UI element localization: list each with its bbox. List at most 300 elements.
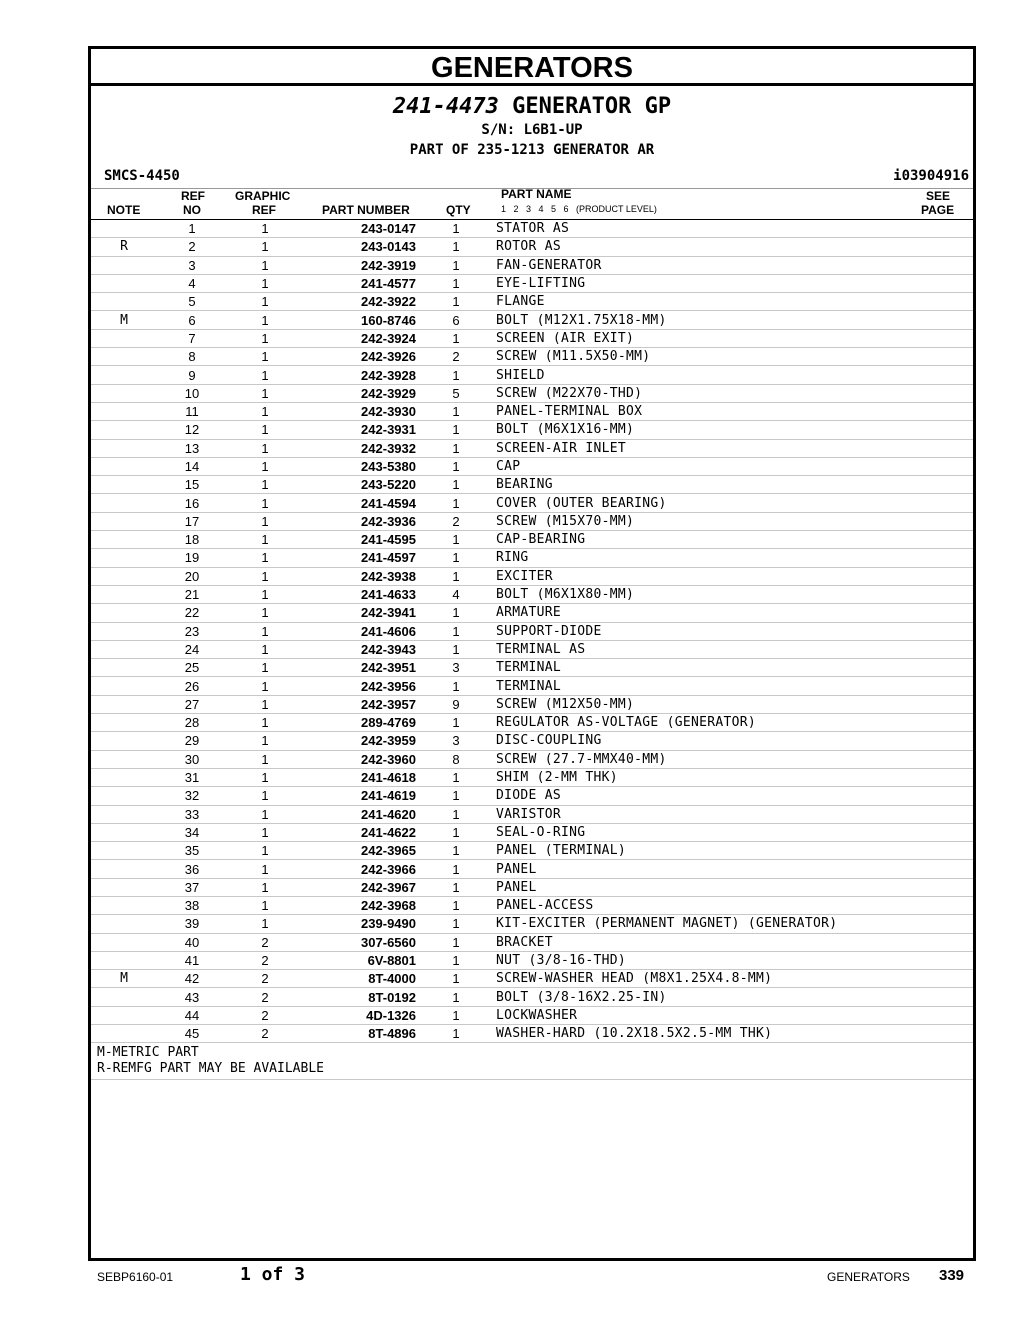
graphic-ref-cell: 1 [227,714,303,732]
col-graphic-bottom: REF [252,203,276,217]
quantity-cell: 1 [416,1006,496,1024]
part-number-cell: 241-4620 [303,805,416,823]
table-row [91,274,973,292]
part-name-cell: EYE-LIFTING [496,274,973,292]
graphic-ref-cell: 2 [227,933,303,951]
note-cell [91,750,157,768]
table-row [91,348,973,366]
graphic-ref-cell: 1 [227,659,303,677]
graphic-ref-cell: 1 [227,549,303,567]
table-row [91,256,973,274]
col-part-number: PART NUMBER [322,203,410,217]
part-name-cell: STATOR AS [496,220,973,238]
note-cell [91,622,157,640]
part-number-cell: 242-3919 [303,256,416,274]
graphic-ref-cell: 1 [227,640,303,658]
table-row [91,421,973,439]
notes-block [91,1043,973,1080]
part-number-cell: 241-4594 [303,494,416,512]
graphic-ref-cell: 1 [227,604,303,622]
parts-table-body [91,220,973,1043]
quantity-cell: 1 [416,714,496,732]
ref-number-cell: 7 [157,329,227,347]
note-cell [91,220,157,238]
quantity-cell: 4 [416,585,496,603]
ref-number-cell: 21 [157,585,227,603]
part-name-cell: SUPPORT-DIODE [496,622,973,640]
quantity-cell: 1 [416,421,496,439]
ref-number-cell: 33 [157,805,227,823]
note-cell [91,531,157,549]
ref-number-cell: 15 [157,476,227,494]
part-number-cell: 242-3956 [303,677,416,695]
quantity-cell: 1 [416,549,496,567]
graphic-ref-cell: 1 [227,695,303,713]
note-metric: M-METRIC PART [97,1045,199,1061]
quantity-cell: 1 [416,933,496,951]
page-of-indicator: 1 of 3 [240,1264,306,1285]
ref-number-cell: 42 [157,970,227,988]
ref-number-cell: 26 [157,677,227,695]
table-row [91,805,973,823]
part-number-cell: 289-4769 [303,714,416,732]
part-number-cell: 243-5380 [303,457,416,475]
table-row [91,878,973,896]
table-row [91,476,973,494]
quantity-cell: 1 [416,988,496,1006]
part-number-cell: 241-4597 [303,549,416,567]
ref-number-cell: 24 [157,640,227,658]
col-ref-bottom: NO [183,203,201,217]
note-cell [91,512,157,530]
part-number-cell: 241-4622 [303,823,416,841]
note-cell [91,988,157,1006]
table-row [91,951,973,969]
note-cell [91,256,157,274]
ref-number-cell: 41 [157,951,227,969]
note-cell [91,695,157,713]
ref-number-cell: 38 [157,896,227,914]
ref-number-cell: 18 [157,531,227,549]
table-row [91,915,973,933]
footer-section-name: GENERATORS [827,1270,910,1284]
table-row [91,531,973,549]
part-number-cell: 8T-4000 [303,970,416,988]
quantity-cell: 1 [416,768,496,786]
col-part-name: PART NAME [501,187,572,201]
parts-page-frame [88,46,976,1261]
ref-number-cell: 25 [157,659,227,677]
part-name-cell: PANEL-ACCESS [496,896,973,914]
ref-number-cell: 35 [157,842,227,860]
graphic-ref-cell: 1 [227,768,303,786]
table-row [91,750,973,768]
table-row [91,860,973,878]
part-number-cell: 242-3960 [303,750,416,768]
ref-number-cell: 23 [157,622,227,640]
note-cell [91,604,157,622]
graphic-ref-cell: 1 [227,750,303,768]
part-number-cell: 243-0143 [303,238,416,256]
graphic-ref-cell: 1 [227,896,303,914]
part-number-cell: 242-3951 [303,659,416,677]
note-cell [91,1025,157,1043]
graphic-ref-cell: 1 [227,567,303,585]
part-number-cell: 242-3965 [303,842,416,860]
ref-number-cell: 11 [157,402,227,420]
note-cell [91,567,157,585]
ref-number-cell: 36 [157,860,227,878]
part-name-cell: SCREW (M22X70-THD) [496,384,973,402]
table-row [91,640,973,658]
quantity-cell: 6 [416,311,496,329]
col-qty: QTY [446,203,471,217]
part-number-cell: 242-3924 [303,329,416,347]
part-name-cell: DIODE AS [496,787,973,805]
part-name-cell: ROTOR AS [496,238,973,256]
note-cell [91,421,157,439]
part-number-cell: 239-9490 [303,915,416,933]
part-name-cell: SCREW (M15X70-MM) [496,512,973,530]
page-footer [0,1262,1020,1292]
quantity-cell: 1 [416,805,496,823]
ref-number-cell: 12 [157,421,227,439]
note-cell [91,402,157,420]
note-cell [91,457,157,475]
note-remfg: R-REMFG PART MAY BE AVAILABLE [97,1061,324,1077]
col-graphic-top: GRAPHIC [235,189,291,203]
part-name-cell: PANEL (TERMINAL) [496,842,973,860]
ref-number-cell: 37 [157,878,227,896]
quantity-cell: 1 [416,457,496,475]
part-name-cell: TERMINAL AS [496,640,973,658]
part-name-cell: BOLT (M12X1.75X18-MM) [496,311,973,329]
graphic-ref-cell: 1 [227,274,303,292]
ref-number-cell: 17 [157,512,227,530]
part-name-cell: CAP [496,457,973,475]
part-number-cell: 8T-4896 [303,1025,416,1043]
quantity-cell: 1 [416,402,496,420]
col-ref-top: REF [181,189,205,203]
part-name-cell: PANEL-TERMINAL BOX [496,402,973,420]
part-number-cell: 243-0147 [303,220,416,238]
ref-number-cell: 5 [157,293,227,311]
part-number-cell: 243-5220 [303,476,416,494]
table-row [91,494,973,512]
part-name-cell: SCREEN (AIR EXIT) [496,329,973,347]
note-cell: R [91,238,157,256]
part-name-cell: BRACKET [496,933,973,951]
part-name-cell: LOCKWASHER [496,1006,973,1024]
group-title [91,94,973,120]
table-row [91,293,973,311]
quantity-cell: 1 [416,823,496,841]
ref-number-cell: 3 [157,256,227,274]
graphic-ref-cell: 1 [227,732,303,750]
page-number: 339 [939,1267,965,1284]
group-name: GENERATOR GP [512,94,672,119]
part-name-cell: SCREW-WASHER HEAD (M8X1.25X4.8-MM) [496,970,973,988]
ref-number-cell: 19 [157,549,227,567]
part-name-cell: ARMATURE [496,604,973,622]
col-see-bottom: PAGE [921,203,955,217]
quantity-cell: 3 [416,732,496,750]
table-row [91,238,973,256]
table-row [91,677,973,695]
part-number-cell: 241-4618 [303,768,416,786]
part-name-cell: FAN-GENERATOR [496,256,973,274]
note-cell [91,384,157,402]
graphic-ref-cell: 1 [227,384,303,402]
part-number-cell: 241-4577 [303,274,416,292]
part-number-cell: 242-3932 [303,439,416,457]
document-id: SEBP6160-01 [97,1270,174,1284]
note-cell [91,476,157,494]
table-row [91,732,973,750]
part-number-cell: 242-3968 [303,896,416,914]
table-row [91,1006,973,1024]
table-row [91,896,973,914]
note-cell [91,1006,157,1024]
note-cell [91,640,157,658]
note-cell [91,878,157,896]
ref-number-cell: 16 [157,494,227,512]
quantity-cell: 1 [416,640,496,658]
part-name-cell: SCREW (M11.5X50-MM) [496,348,973,366]
table-row [91,1025,973,1043]
quantity-cell: 1 [416,1025,496,1043]
note-cell [91,842,157,860]
table-row [91,402,973,420]
table-row [91,512,973,530]
part-number-cell: 241-4595 [303,531,416,549]
quantity-cell: 1 [416,951,496,969]
part-name-cell: WASHER-HARD (10.2X18.5X2.5-MM THK) [496,1025,973,1043]
ref-number-cell: 4 [157,274,227,292]
note-cell [91,714,157,732]
graphic-ref-cell: 1 [227,585,303,603]
note-cell [91,805,157,823]
graphic-ref-cell: 1 [227,238,303,256]
graphic-ref-cell: 2 [227,970,303,988]
graphic-ref-cell: 2 [227,951,303,969]
table-row [91,695,973,713]
graphic-ref-cell: 1 [227,512,303,530]
illustration-id: i03904916 [893,168,969,184]
ref-number-cell: 14 [157,457,227,475]
quantity-cell: 2 [416,348,496,366]
part-number-cell: 242-3928 [303,366,416,384]
note-cell [91,585,157,603]
part-number-cell: 242-3931 [303,421,416,439]
part-name-cell: BOLT (M6X1X16-MM) [496,421,973,439]
graphic-ref-cell: 1 [227,677,303,695]
note-cell [91,549,157,567]
ref-number-cell: 8 [157,348,227,366]
table-row [91,220,973,238]
note-cell [91,768,157,786]
graphic-ref-cell: 1 [227,787,303,805]
part-of-line: PART OF 235-1213 GENERATOR AR [409,142,655,158]
quantity-cell: 1 [416,476,496,494]
quantity-cell: 1 [416,293,496,311]
table-row [91,622,973,640]
section-title: GENERATORS [91,49,973,86]
part-number-cell: 242-3922 [303,293,416,311]
ref-number-cell: 32 [157,787,227,805]
part-name-cell: BEARING [496,476,973,494]
quantity-cell: 1 [416,256,496,274]
part-name-cell: TERMINAL [496,659,973,677]
ref-number-cell: 10 [157,384,227,402]
quantity-cell: 5 [416,384,496,402]
table-row [91,842,973,860]
quantity-cell: 1 [416,970,496,988]
ref-number-cell: 2 [157,238,227,256]
col-note: NOTE [107,203,141,217]
table-row [91,970,973,988]
quantity-cell: 1 [416,531,496,549]
graphic-ref-cell: 1 [227,421,303,439]
quantity-cell: 8 [416,750,496,768]
table-row [91,823,973,841]
note-cell [91,896,157,914]
part-number-cell: 307-6560 [303,933,416,951]
part-number-cell: 241-4633 [303,585,416,603]
note-cell [91,933,157,951]
column-headers [91,189,973,220]
part-name-cell: SCREW (27.7-MMX40-MM) [496,750,973,768]
ref-number-cell: 31 [157,768,227,786]
graphic-ref-cell: 2 [227,1025,303,1043]
part-name-cell: COVER (OUTER BEARING) [496,494,973,512]
part-name-cell: SHIELD [496,366,973,384]
ref-number-cell: 43 [157,988,227,1006]
quantity-cell: 1 [416,787,496,805]
graphic-ref-cell: 1 [227,860,303,878]
graphic-ref-cell: 1 [227,329,303,347]
part-name-cell: EXCITER [496,567,973,585]
ref-number-cell: 30 [157,750,227,768]
graphic-ref-cell: 1 [227,494,303,512]
smcs-row [91,166,973,189]
table-row [91,988,973,1006]
quantity-cell: 1 [416,622,496,640]
note-cell [91,732,157,750]
smcs-code: SMCS-4450 [104,168,180,184]
quantity-cell: 1 [416,366,496,384]
quantity-cell: 1 [416,274,496,292]
graphic-ref-cell: 1 [227,531,303,549]
col-see-top: SEE [926,189,951,203]
ref-number-cell: 13 [157,439,227,457]
part-name-cell: VARISTOR [496,805,973,823]
group-number: 241-4473 [392,94,499,119]
graphic-ref-cell: 1 [227,402,303,420]
part-number-cell: 242-3966 [303,860,416,878]
quantity-cell: 1 [416,329,496,347]
note-cell [91,823,157,841]
note-cell: M [91,970,157,988]
table-row [91,659,973,677]
graphic-ref-cell: 1 [227,823,303,841]
quantity-cell: 9 [416,695,496,713]
ref-number-cell: 6 [157,311,227,329]
part-number-cell: 242-3929 [303,384,416,402]
part-name-cell: SHIM (2-MM THK) [496,768,973,786]
note-cell: M [91,311,157,329]
quantity-cell: 1 [416,220,496,238]
note-cell [91,293,157,311]
table-row [91,457,973,475]
ref-number-cell: 1 [157,220,227,238]
quantity-cell: 1 [416,896,496,914]
quantity-cell: 1 [416,494,496,512]
col-product-level: 1 2 3 4 5 6 (PRODUCT LEVEL) [501,204,657,214]
table-row [91,604,973,622]
table-row [91,366,973,384]
ref-number-cell: 45 [157,1025,227,1043]
part-name-cell: BOLT (3/8-16X2.25-IN) [496,988,973,1006]
quantity-cell: 1 [416,842,496,860]
part-number-cell: 242-3941 [303,604,416,622]
part-number-cell: 4D-1326 [303,1006,416,1024]
table-row [91,549,973,567]
graphic-ref-cell: 1 [227,348,303,366]
graphic-ref-cell: 1 [227,439,303,457]
graphic-ref-cell: 1 [227,878,303,896]
part-name-cell: KIT-EXCITER (PERMANENT MAGNET) (GENERATOR) [496,915,973,933]
ref-number-cell: 28 [157,714,227,732]
part-name-cell: CAP-BEARING [496,531,973,549]
graphic-ref-cell: 2 [227,1006,303,1024]
part-number-cell: 242-3959 [303,732,416,750]
part-name-cell: SCREW (M12X50-MM) [496,695,973,713]
part-name-cell: REGULATOR AS-VOLTAGE (GENERATOR) [496,714,973,732]
table-row [91,585,973,603]
note-cell [91,274,157,292]
part-name-cell: PANEL [496,860,973,878]
part-number-cell: 242-3936 [303,512,416,530]
part-number-cell: 242-3957 [303,695,416,713]
note-cell [91,348,157,366]
part-number-cell: 242-3930 [303,402,416,420]
note-cell [91,494,157,512]
note-cell [91,951,157,969]
quantity-cell: 2 [416,512,496,530]
part-name-cell: PANEL [496,878,973,896]
part-number-cell: 6V-8801 [303,951,416,969]
note-cell [91,439,157,457]
part-number-cell: 8T-0192 [303,988,416,1006]
table-row [91,768,973,786]
parts-table [91,220,973,1043]
quantity-cell: 1 [416,860,496,878]
part-number-cell: 242-3943 [303,640,416,658]
graphic-ref-cell: 1 [227,256,303,274]
quantity-cell: 1 [416,238,496,256]
quantity-cell: 1 [416,915,496,933]
graphic-ref-cell: 1 [227,915,303,933]
part-number-cell: 160-8746 [303,311,416,329]
note-cell [91,677,157,695]
quantity-cell: 1 [416,604,496,622]
quantity-cell: 1 [416,439,496,457]
ref-number-cell: 22 [157,604,227,622]
part-number-cell: 242-3967 [303,878,416,896]
part-number-cell: 241-4606 [303,622,416,640]
graphic-ref-cell: 1 [227,293,303,311]
